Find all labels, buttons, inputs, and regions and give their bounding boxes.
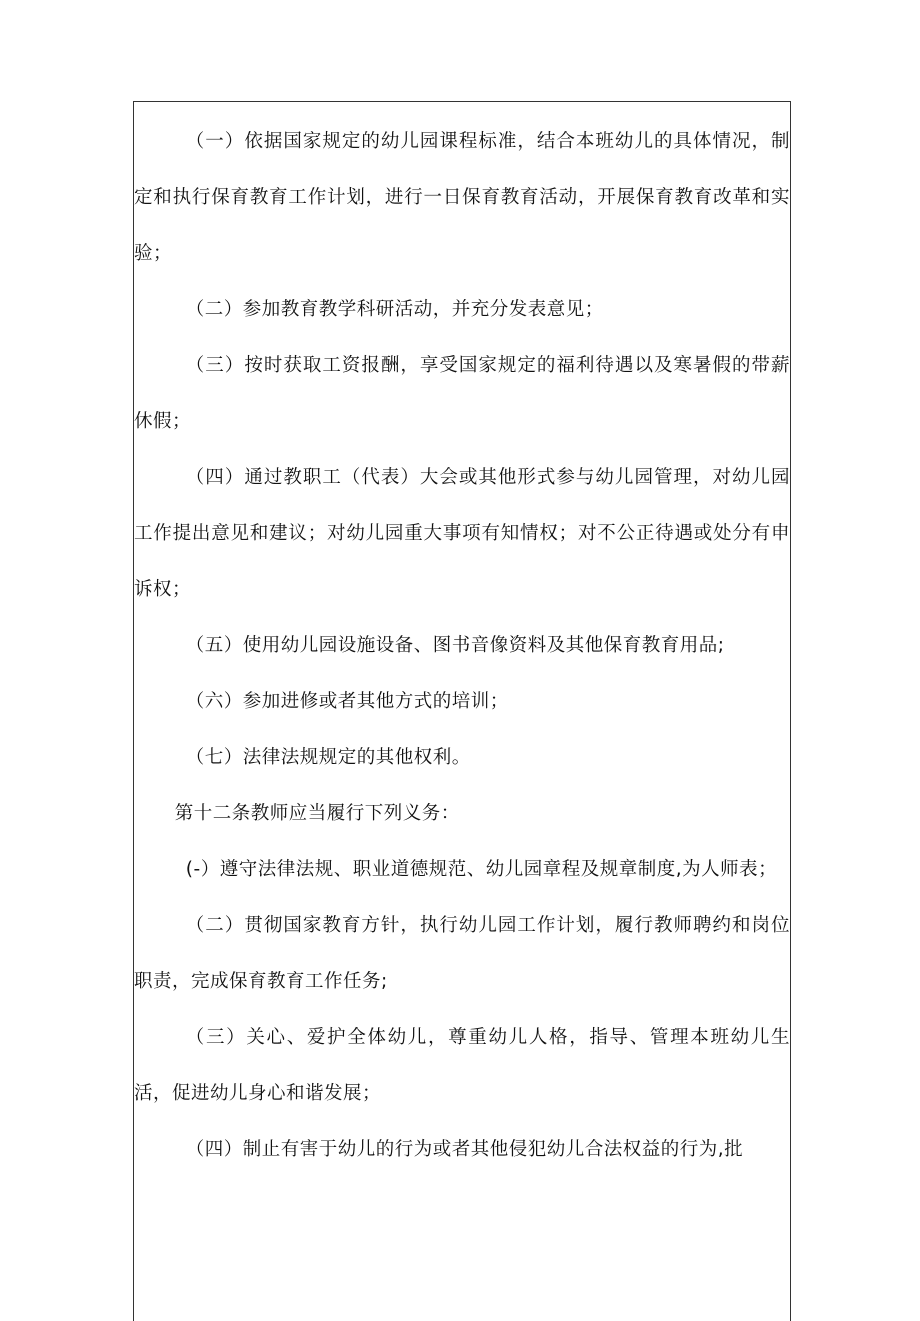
document-frame bbox=[133, 101, 791, 1321]
paragraph-1: （一）依据国家规定的幼儿园课程标准，结合本班幼儿的具体情况，制定和执行保育教育工作计划，进行一日保育教育活动，开展保育教育改革和实验； bbox=[134, 131, 790, 264]
paragraph-2: （二）参加教育教学科研活动，并充分发表意见； bbox=[185, 299, 604, 320]
paragraph-6: （六）参加进修或者其他方式的培训； bbox=[185, 691, 509, 712]
paragraph-9: （二）贯彻国家教育方针，执行幼儿园工作计划，履行教师聘约和岗位职责，完成保育教育工作任务; bbox=[134, 915, 790, 992]
paragraph-5: （五）使用幼儿园设施设备、图书音像资料及其他保育教育用品; bbox=[185, 635, 725, 656]
article-heading: 第十二条教师应当履行下列义务： bbox=[174, 803, 460, 824]
paragraph-8: (-）遵守法律法规、职业道德规范、幼儿园章程及规章制度,为人师表； bbox=[185, 859, 778, 880]
paragraph-7: （七）法律法规规定的其他权利。 bbox=[185, 747, 471, 768]
paragraph-3: （三）按时获取工资报酬，享受国家规定的福利待遇以及寒暑假的带薪休假； bbox=[134, 355, 790, 432]
paragraph-11: （四）制止有害于幼儿的行为或者其他侵犯幼儿合法权益的行为,批 bbox=[185, 1139, 744, 1160]
paragraph-4: （四）通过教职工（代表）大会或其他形式参与幼儿园管理，对幼儿园工作提出意见和建议；对幼儿园重大事项有知情权；对不公正待遇或处分有申诉权； bbox=[134, 467, 790, 600]
paragraph-10: （三）关心、爱护全体幼儿，尊重幼儿人格，指导、管理本班幼儿生活，促进幼儿身心和谐发展； bbox=[134, 1027, 790, 1104]
document-body bbox=[134, 114, 790, 1178]
